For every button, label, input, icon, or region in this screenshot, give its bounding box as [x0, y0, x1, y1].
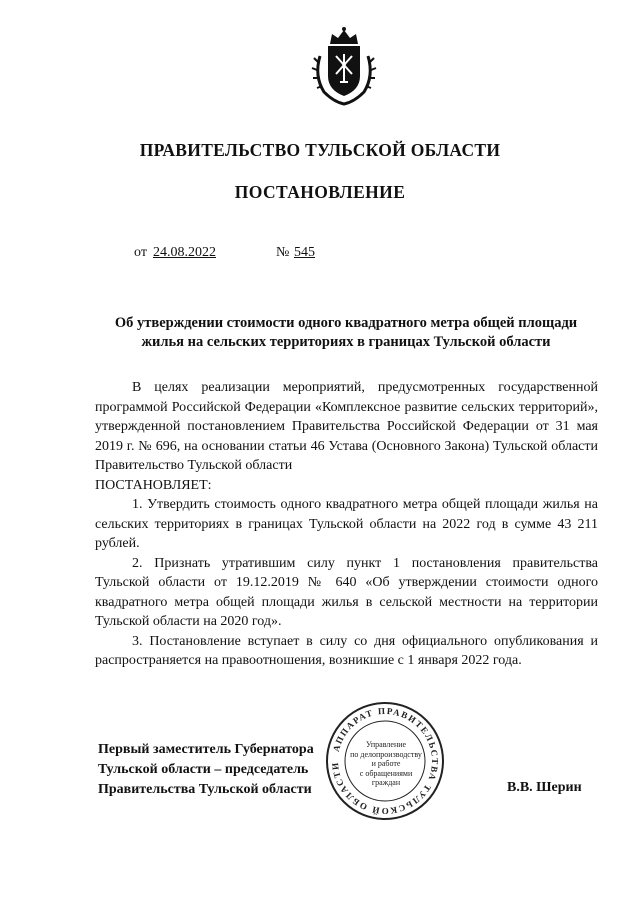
signatory-position — [98, 740, 314, 800]
organization-title: ПРАВИТЕЛЬСТВО ТУЛЬСКОЙ ОБЛАСТИ — [139, 140, 501, 160]
item-2-paragraph: 2. Признать утратившим силу пункт 1 постановления правительства Тульской области от 19.12.2019 № 640 «Об утверждении стоимости одного квадратного метра общей площади жилья в сельской местности на территории Тульской области на 2020 год». — [95, 555, 598, 629]
stamp-center-text: Управление по делопроизводству и работе с обращениями граждан — [350, 740, 422, 787]
coat-of-arms-emblem — [310, 26, 378, 106]
signatory-line-3: Правительства Тульской области — [98, 782, 312, 797]
document-type-title: ПОСТАНОВЛЕНИЕ — [234, 182, 406, 202]
preamble-paragraph: В целях реализации мероприятий, предусмотренных государственной программой Российской Федерации «Комплексное развитие сельских территорий», утвержденной постановлением Правительства Российской Федерации от 31 мая 2019 г. № 696, на основании статьи 46 Устава (Основного Закона) Тульской области Правительство Тульской области — [95, 380, 598, 473]
document-number: 545 — [294, 245, 315, 260]
item-1-paragraph: 1. Утвердить стоимость одного квадратного метра общей площади жилья на сельских территориях в границах Тульской области на 2022 год в сумме 43 211 рублей. — [95, 497, 598, 551]
date-prefix: от — [134, 245, 147, 260]
stamp-ring-text: АППАРАТ ПРАВИТЕЛЬСТВА ТУЛЬСКОЙ ОБЛАСТИ — [329, 705, 441, 817]
decree-word: ПОСТАНОВЛЯЕТ: — [95, 477, 212, 493]
signatory-line-2: Тульской области – председатель — [98, 762, 309, 777]
number-sign: № — [276, 245, 290, 260]
document-body — [95, 378, 598, 671]
signatory-name: В.В. Шерин — [507, 780, 582, 795]
item-3-paragraph: 3. Постановление вступает в силу со дня официального опубликования и распространяется на правоотношения, возникшие с 1 января 2022 года. — [95, 633, 598, 668]
document-subject: Об утверждении стоимости одного квадратного метра общей площади жилья на сельских территориях в границах Тульской области — [114, 315, 578, 350]
document-date: 24.08.2022 — [153, 245, 216, 260]
signatory-line-1: Первый заместитель Губернатора — [98, 742, 314, 757]
